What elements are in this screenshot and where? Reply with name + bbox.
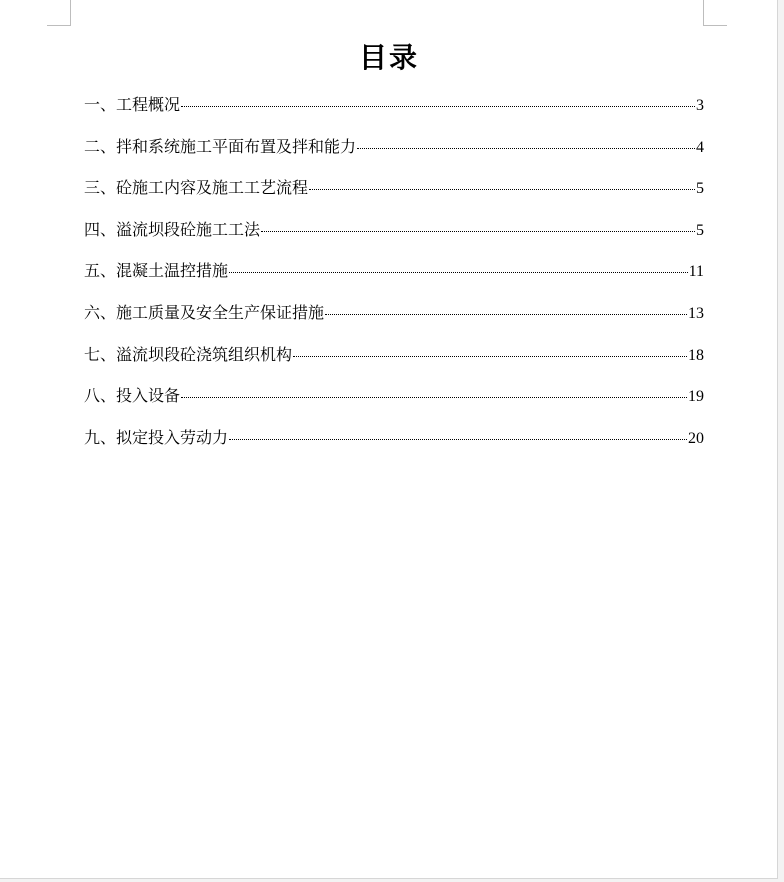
toc-entry[interactable] bbox=[84, 342, 704, 384]
toc-entry-page: 13 bbox=[688, 304, 704, 322]
toc-leader-dots bbox=[181, 397, 687, 398]
toc-leader-dots bbox=[229, 439, 687, 440]
toc-entry-page: 11 bbox=[688, 263, 704, 281]
toc-entry-label: 九、拟定投入劳动力 bbox=[84, 427, 229, 447]
toc-leader-dots bbox=[293, 356, 687, 357]
toc-leader-dots bbox=[309, 189, 695, 190]
margin-corner-top-left bbox=[47, 0, 71, 26]
toc-leader-dots bbox=[357, 148, 695, 149]
toc-entry-page: 19 bbox=[688, 388, 704, 406]
toc-title: 目录 bbox=[358, 41, 419, 74]
toc-entry-label: 三、砼施工内容及施工工艺流程 bbox=[84, 178, 309, 198]
toc-entry[interactable] bbox=[84, 134, 704, 176]
toc-entry-page: 5 bbox=[696, 180, 704, 198]
toc-entry-label: 二、拌和系统施工平面布置及拌和能力 bbox=[84, 136, 357, 156]
toc-entry[interactable] bbox=[84, 175, 704, 217]
toc-entry[interactable] bbox=[84, 92, 704, 134]
toc-entry[interactable] bbox=[84, 258, 704, 300]
toc-entry-label: 一、工程概况 bbox=[84, 95, 181, 114]
toc-leader-dots bbox=[229, 272, 688, 273]
toc-entry[interactable] bbox=[84, 383, 704, 425]
toc-leader-dots bbox=[325, 314, 687, 315]
toc-entry-label: 五、混凝土温控措施 bbox=[84, 261, 229, 281]
margin-corner-top-right bbox=[703, 0, 727, 26]
toc-entry-page: 5 bbox=[696, 221, 704, 239]
toc-leader-dots bbox=[181, 106, 695, 107]
toc-entry-label: 六、施工质量及安全生产保证措施 bbox=[84, 302, 325, 322]
toc-entry[interactable] bbox=[84, 425, 704, 467]
toc-entry-label: 八、投入设备 bbox=[84, 386, 181, 406]
toc-entry[interactable] bbox=[84, 300, 704, 342]
toc-entry-label: 四、溢流坝段砼施工工法 bbox=[84, 219, 261, 239]
table-of-contents bbox=[84, 92, 704, 466]
toc-entry[interactable] bbox=[84, 217, 704, 259]
toc-entry-page: 4 bbox=[696, 138, 704, 156]
toc-entry-page: 18 bbox=[688, 346, 704, 364]
toc-entry-page: 3 bbox=[696, 97, 704, 114]
toc-leader-dots bbox=[261, 231, 695, 232]
toc-entry-label: 七、溢流坝段砼浇筑组织机构 bbox=[84, 344, 293, 364]
toc-entry-page: 20 bbox=[688, 429, 704, 447]
